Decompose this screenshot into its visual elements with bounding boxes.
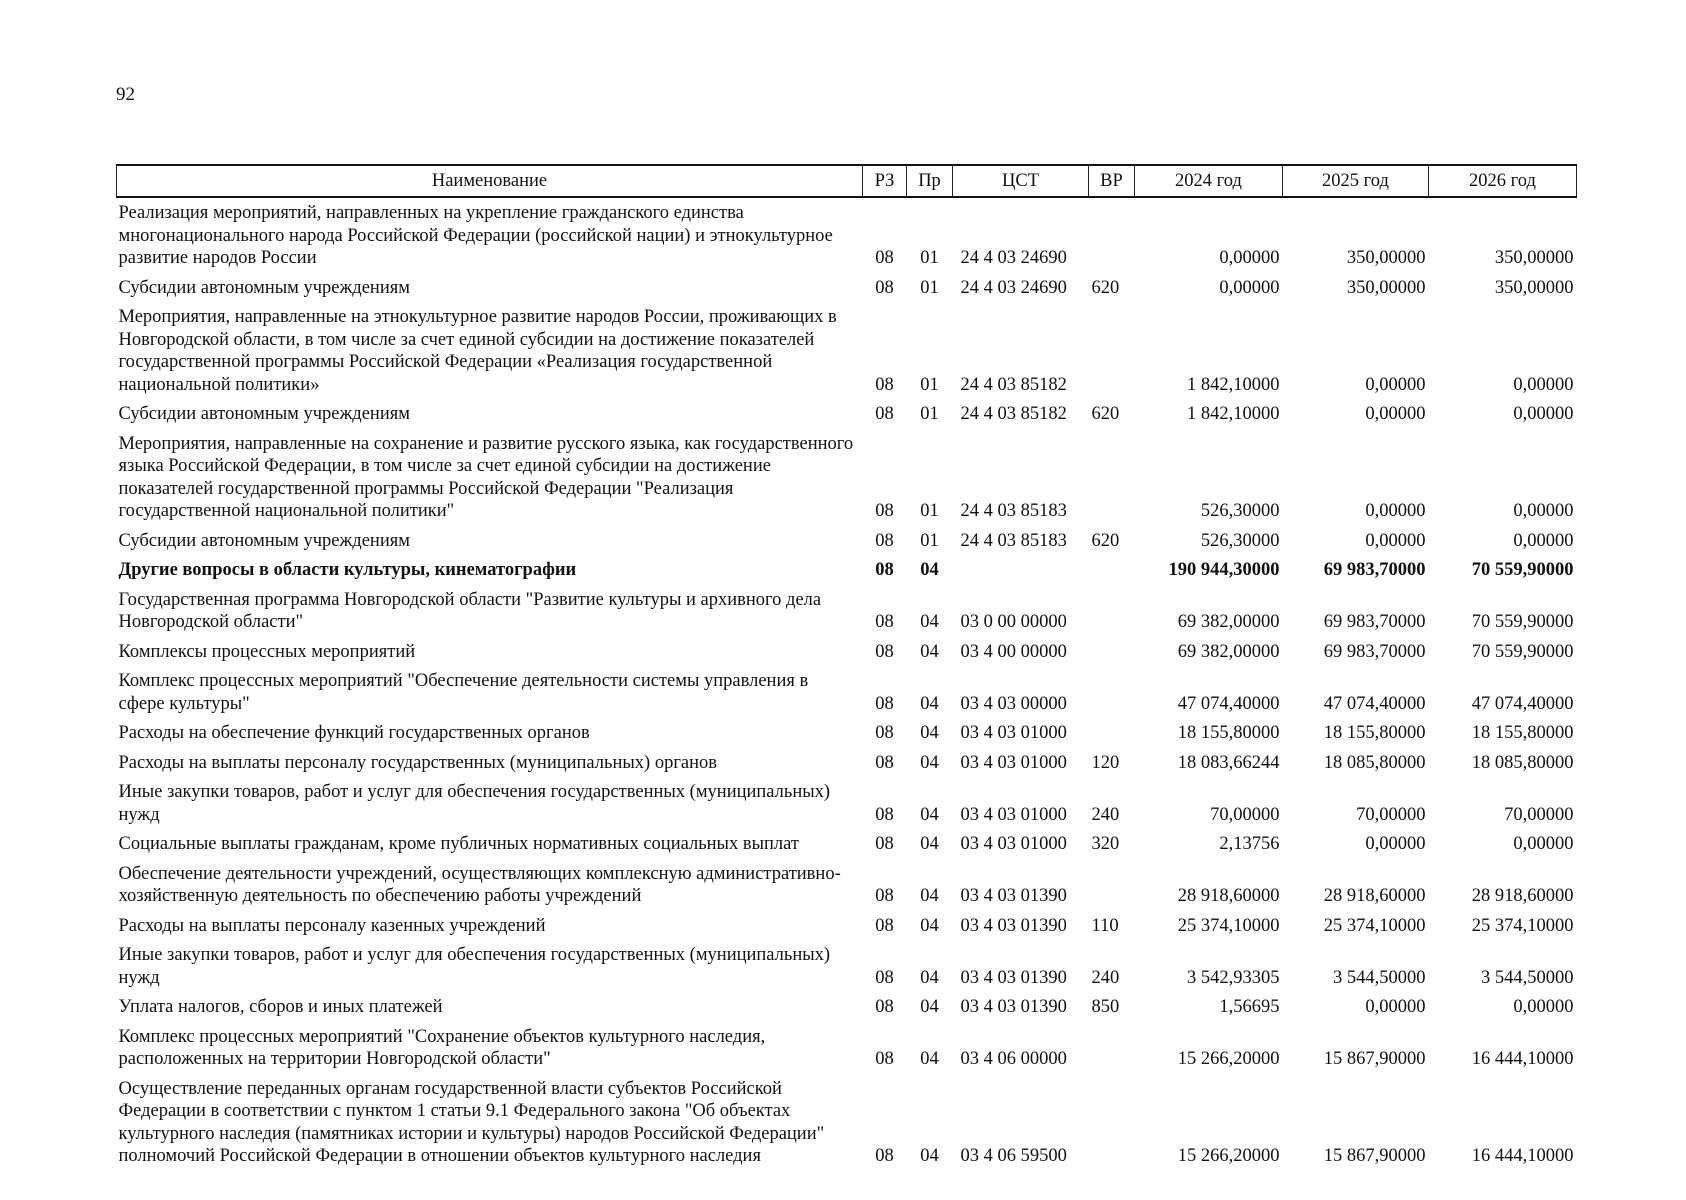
cell-2024: 526,30000	[1200, 501, 1280, 521]
cell-vr	[1089, 859, 1135, 911]
cell-cst: 03 4 00 00000	[960, 641, 1067, 662]
cell-2024: 0,00000	[1219, 277, 1280, 298]
cell-2024: 1,56695	[1219, 997, 1280, 1017]
cell-2024: 15 266,20000	[1177, 1049, 1280, 1069]
cell-vr	[1089, 197, 1135, 273]
cell-rz: 08	[875, 834, 894, 854]
cell-2024: 69 382,00000	[1177, 641, 1280, 662]
cell-name: Расходы на выплаты персоналу казенных учреждений	[118, 915, 546, 936]
cell-pr: 01	[920, 404, 939, 424]
cell-cst: 24 4 03 85183	[960, 530, 1067, 551]
cell-cst: 24 4 03 24690	[960, 277, 1067, 298]
cell-rz: 08	[875, 641, 894, 662]
cell-2025: 350,00000	[1346, 277, 1426, 298]
table-row	[117, 829, 1577, 859]
cell-pr: 04	[920, 693, 939, 714]
cell-2024: 25 374,10000	[1177, 915, 1280, 936]
header-cst: ЦСТ	[953, 165, 1089, 197]
table-row	[117, 1022, 1577, 1074]
table-row	[117, 748, 1577, 778]
cell-name: Комплексы процессных мероприятий	[118, 641, 416, 662]
cell-2024: 1 842,10000	[1187, 374, 1280, 395]
table-row	[117, 1074, 1577, 1171]
cell-cst: 03 4 03 01390	[960, 915, 1067, 936]
cell-cst: 03 4 03 01390	[960, 967, 1067, 988]
cell-2025: 0,00000	[1365, 997, 1426, 1017]
cell-pr: 04	[920, 1049, 939, 1069]
table-row	[117, 197, 1577, 273]
cell-2025: 0,00000	[1365, 530, 1426, 551]
cell-vr: 620	[1091, 530, 1120, 551]
cell-cst: 03 4 06 00000	[960, 1049, 1067, 1069]
cell-2025: 70,00000	[1356, 804, 1426, 825]
table-row	[117, 718, 1577, 748]
cell-rz: 08	[875, 967, 894, 988]
cell-2024: 15 266,20000	[1177, 1146, 1280, 1166]
cell-2024: 70,00000	[1210, 804, 1280, 825]
cell-name: Комплекс процессных мероприятий "Обеспечение деятельности системы управления в сфере культуры"	[118, 671, 809, 714]
cell-name: Субсидии автономным учреждениям	[118, 404, 410, 424]
cell-2024: 190 944,30000	[1168, 560, 1280, 580]
header-2026: 2026 год	[1429, 165, 1577, 197]
cell-rz: 08	[875, 693, 894, 714]
cell-vr	[1089, 637, 1135, 667]
header-name: Наименование	[117, 165, 863, 197]
cell-vr: 120	[1091, 752, 1120, 773]
table-row	[117, 777, 1577, 829]
cell-2026: 16 444,10000	[1471, 1049, 1574, 1069]
table-row	[117, 399, 1577, 429]
table-row	[117, 585, 1577, 637]
cell-rz: 08	[875, 804, 894, 825]
cell-pr: 04	[920, 1146, 939, 1166]
cell-2026: 70 559,90000	[1471, 612, 1574, 632]
cell-2024: 1 842,10000	[1187, 404, 1280, 424]
cell-2026: 0,00000	[1513, 530, 1574, 551]
cell-name: Реализация мероприятий, направленных на укрепление гражданского единства многонационального народа Российской Федерации (российской нации) и этнокультурное развитие народов России	[118, 203, 833, 268]
cell-pr: 04	[920, 752, 939, 773]
cell-rz: 08	[875, 612, 894, 632]
cell-cst: 03 4 03 01000	[960, 723, 1067, 743]
cell-2026: 25 374,10000	[1471, 915, 1574, 936]
cell-2025: 15 867,90000	[1323, 1049, 1426, 1069]
cell-2025: 0,00000	[1365, 834, 1426, 854]
cell-name: Расходы на обеспечение функций государственных органов	[118, 723, 590, 743]
cell-vr: 110	[1091, 915, 1119, 936]
cell-2024: 69 382,00000	[1177, 612, 1280, 632]
cell-2025: 18 085,80000	[1323, 752, 1426, 773]
cell-2026: 18 155,80000	[1471, 723, 1574, 743]
cell-vr: 850	[1091, 997, 1120, 1017]
cell-name: Комплекс процессных мероприятий "Сохранение объектов культурного наследия, расположенных на территории Новгородской области"	[118, 1026, 766, 1069]
cell-2025: 28 918,60000	[1323, 886, 1426, 906]
cell-pr: 04	[920, 560, 939, 580]
cell-rz: 08	[875, 997, 894, 1017]
cell-rz: 08	[875, 723, 894, 743]
table-row	[117, 666, 1577, 718]
cell-cst: 24 4 03 85182	[960, 404, 1067, 424]
cell-vr	[1089, 1074, 1135, 1171]
table-row	[117, 992, 1577, 1022]
cell-rz: 08	[875, 248, 894, 268]
cell-2025: 0,00000	[1365, 404, 1426, 424]
cell-rz: 08	[875, 1146, 894, 1166]
cell-vr	[1089, 555, 1135, 585]
cell-pr: 04	[920, 612, 939, 632]
cell-2024: 47 074,40000	[1177, 693, 1280, 714]
cell-cst: 03 4 03 01000	[960, 804, 1067, 825]
cell-name: Другие вопросы в области культуры, кинематографии	[118, 560, 577, 580]
cell-pr: 04	[920, 967, 939, 988]
table-row	[117, 637, 1577, 667]
cell-2026: 70 559,90000	[1471, 641, 1574, 662]
cell-rz: 08	[875, 501, 894, 521]
cell-cst: 24 4 03 24690	[960, 248, 1067, 268]
cell-name: Осуществление переданных органам государственной власти субъектов Российской Федерации в соответствии с пунктом 1 статьи 9.1 Федерального закона "Об объектах культурного наследия (памятниках истории и культуры) народов Российской Федерации" полномочий Российской Федерации в отношении объектов культурного наследия	[118, 1078, 825, 1166]
cell-vr	[1089, 1022, 1135, 1074]
cell-pr: 04	[920, 804, 939, 825]
cell-2026: 0,00000	[1513, 501, 1574, 521]
cell-pr: 04	[920, 834, 939, 854]
cell-2024: 3 542,93305	[1187, 967, 1280, 988]
cell-vr: 240	[1091, 804, 1120, 825]
cell-2026: 0,00000	[1513, 997, 1574, 1017]
table-row	[117, 273, 1577, 303]
cell-pr: 01	[920, 248, 939, 268]
cell-2024: 2,13756	[1219, 834, 1280, 854]
cell-rz: 08	[875, 374, 894, 395]
cell-2024: 28 918,60000	[1177, 886, 1280, 906]
cell-2025: 0,00000	[1365, 501, 1426, 521]
header-2024: 2024 год	[1135, 165, 1283, 197]
cell-pr: 04	[920, 886, 939, 906]
cell-name: Уплата налогов, сборов и иных платежей	[118, 997, 443, 1017]
cell-2024: 18 155,80000	[1177, 723, 1280, 743]
cell-2026: 0,00000	[1513, 404, 1574, 424]
cell-2025: 15 867,90000	[1323, 1146, 1426, 1166]
table-row	[117, 859, 1577, 911]
cell-cst: 03 4 03 01390	[960, 997, 1067, 1017]
cell-cst: 24 4 03 85182	[960, 374, 1067, 395]
cell-name: Социальные выплаты гражданам, кроме публичных нормативных социальных выплат	[118, 834, 799, 854]
cell-pr: 01	[920, 277, 939, 298]
cell-2025: 47 074,40000	[1323, 693, 1426, 714]
cell-rz: 08	[875, 277, 894, 298]
cell-vr	[1089, 585, 1135, 637]
cell-vr	[1089, 302, 1135, 399]
cell-rz: 08	[875, 915, 894, 936]
cell-2026: 0,00000	[1513, 834, 1574, 854]
cell-name: Субсидии автономным учреждениям	[118, 277, 410, 298]
cell-cst: 03 4 06 59500	[960, 1146, 1067, 1166]
cell-rz: 08	[875, 886, 894, 906]
cell-rz: 08	[875, 1049, 894, 1069]
cell-cst: 24 4 03 85183	[960, 501, 1067, 521]
budget-table	[116, 164, 1577, 1171]
cell-2026: 350,00000	[1494, 248, 1574, 268]
cell-rz: 08	[875, 530, 894, 551]
cell-2026: 18 085,80000	[1471, 752, 1574, 773]
cell-pr: 04	[920, 641, 939, 662]
cell-vr	[1089, 718, 1135, 748]
cell-cst: 03 4 03 01000	[960, 752, 1067, 773]
cell-pr: 04	[920, 997, 939, 1017]
cell-2025: 69 983,70000	[1323, 560, 1426, 580]
cell-vr: 320	[1091, 834, 1120, 854]
cell-cst: 03 0 00 00000	[960, 612, 1067, 632]
cell-2024: 526,30000	[1200, 530, 1280, 551]
cell-vr	[1089, 666, 1135, 718]
header-rz: РЗ	[863, 165, 907, 197]
cell-2026: 16 444,10000	[1471, 1146, 1574, 1166]
table-row	[117, 526, 1577, 556]
cell-vr: 620	[1091, 404, 1120, 424]
cell-cst	[953, 555, 1089, 585]
cell-2026: 47 074,40000	[1471, 693, 1574, 714]
cell-name: Мероприятия, направленные на сохранение и развитие русского языка, как государственного языка Российской Федерации, в том числе за счет единой субсидии на достижение показателей государственной программы Российской Федерации "Реализация государственной национальной политики"	[118, 433, 854, 521]
table-row	[117, 911, 1577, 941]
cell-2026: 3 544,50000	[1481, 967, 1574, 988]
page-number: 92	[116, 84, 135, 105]
cell-vr: 620	[1091, 277, 1120, 298]
cell-2025: 69 983,70000	[1323, 641, 1426, 662]
cell-name: Государственная программа Новгородской области "Развитие культуры и архивного дела Новгородской области"	[118, 589, 822, 632]
cell-rz: 08	[875, 404, 894, 424]
cell-2025: 25 374,10000	[1323, 915, 1426, 936]
cell-cst: 03 4 03 00000	[960, 693, 1067, 714]
cell-name: Расходы на выплаты персоналу государственных (муниципальных) органов	[118, 752, 718, 773]
header-2025: 2025 год	[1283, 165, 1429, 197]
cell-cst: 03 4 03 01390	[960, 886, 1067, 906]
table-row	[117, 302, 1577, 399]
table-row	[117, 555, 1577, 585]
cell-2025: 0,00000	[1365, 374, 1426, 395]
cell-vr	[1089, 429, 1135, 526]
table-body	[117, 197, 1577, 1171]
cell-pr: 01	[920, 374, 939, 395]
cell-pr: 01	[920, 501, 939, 521]
cell-pr: 01	[920, 530, 939, 551]
cell-2026: 70 559,90000	[1471, 560, 1574, 580]
cell-cst: 03 4 03 01000	[960, 834, 1067, 854]
cell-2025: 69 983,70000	[1323, 612, 1426, 632]
table-row	[117, 429, 1577, 526]
cell-pr: 04	[920, 723, 939, 743]
cell-name: Мероприятия, направленные на этнокультурное развитие народов России, проживающих в Новгородской области, в том числе за счет единой субсидии на достижение показателей государственной программы Российской Федерации «Реализация государственной национальной политики»	[118, 307, 837, 395]
budget-table-container	[116, 164, 1576, 1171]
cell-name: Иные закупки товаров, работ и услуг для обеспечения государственных (муниципальных) нужд	[118, 782, 831, 825]
table-row	[117, 940, 1577, 992]
cell-vr: 240	[1091, 967, 1120, 988]
cell-2024: 0,00000	[1219, 248, 1280, 268]
cell-2026: 350,00000	[1494, 277, 1574, 298]
cell-rz: 08	[875, 752, 894, 773]
table-header	[117, 165, 1577, 197]
cell-2026: 70,00000	[1504, 804, 1574, 825]
cell-2025: 3 544,50000	[1333, 967, 1426, 988]
header-vr: ВР	[1089, 165, 1135, 197]
cell-name: Субсидии автономным учреждениям	[118, 530, 410, 551]
cell-2025: 18 155,80000	[1323, 723, 1426, 743]
cell-2026: 0,00000	[1513, 374, 1574, 395]
cell-2025: 350,00000	[1346, 248, 1426, 268]
header-pr: Пр	[907, 165, 953, 197]
cell-2026: 28 918,60000	[1471, 886, 1574, 906]
cell-name: Иные закупки товаров, работ и услуг для обеспечения государственных (муниципальных) нужд	[118, 945, 831, 988]
cell-rz: 08	[875, 560, 894, 580]
cell-2024: 18 083,66244	[1177, 752, 1280, 773]
cell-pr: 04	[920, 915, 939, 936]
cell-name: Обеспечение деятельности учреждений, осуществляющих комплексную административно-хозяйственную деятельность по обеспечению работы учреждений	[118, 863, 841, 906]
